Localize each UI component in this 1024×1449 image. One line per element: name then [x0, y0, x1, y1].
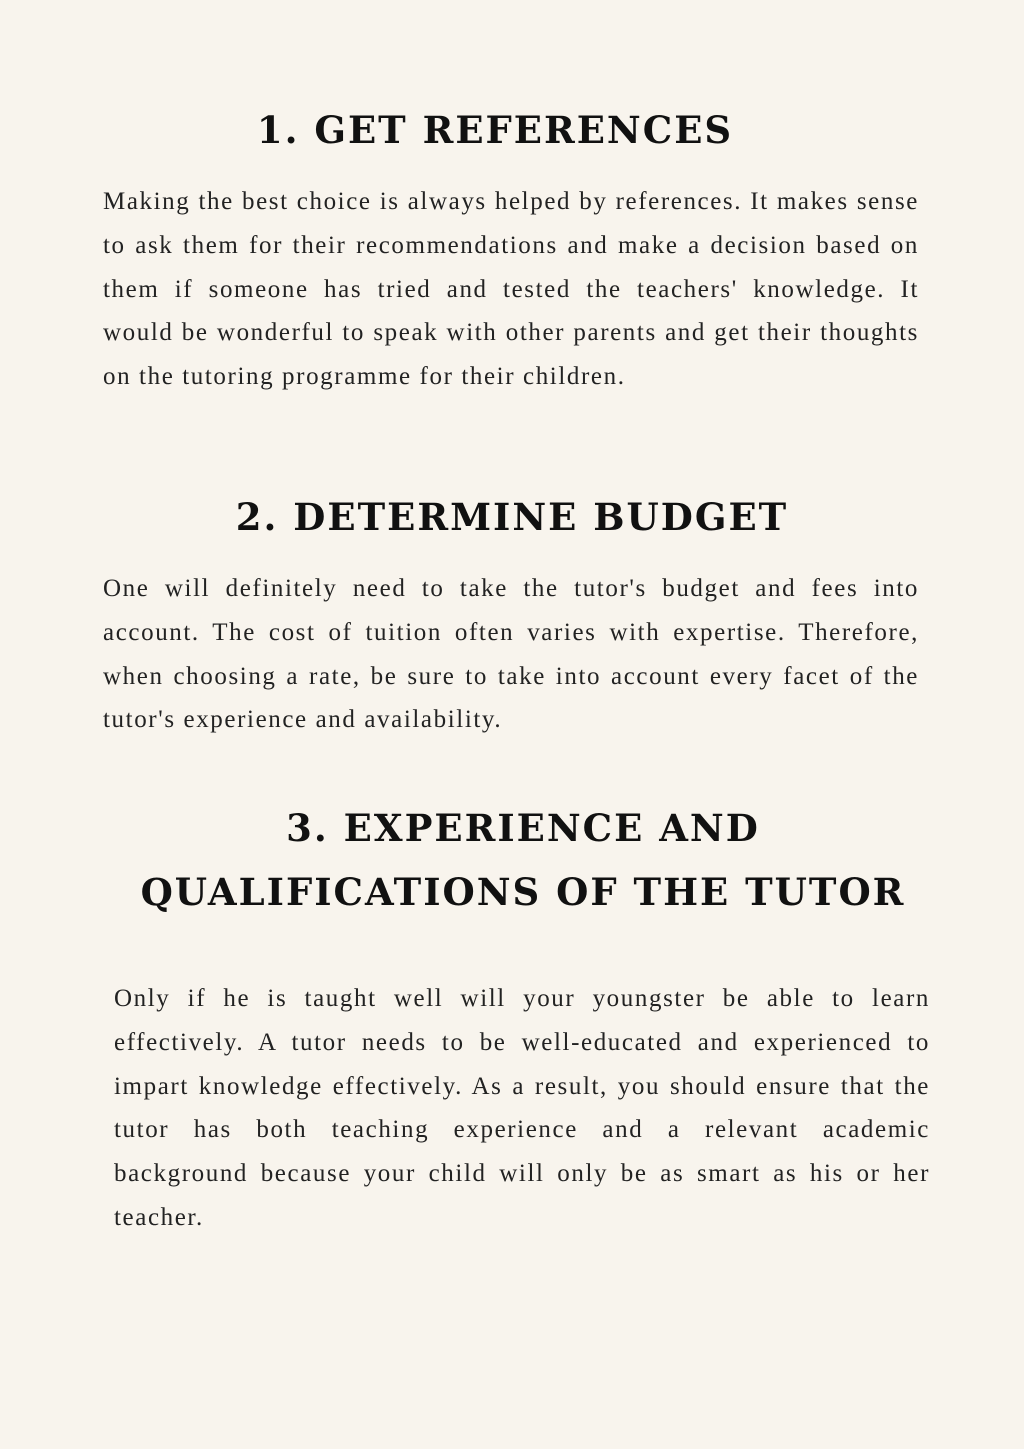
section-body-experience: Only if he is taught well will your youngster be able to learn effectively. A tutor needs to be well-educated and experienced to impart knowledge effectively. As a result, you should ensure that the tutor has both teaching experience and a relevant academic background because your child will only be as smart as his or her teacher. — [114, 985, 930, 1231]
section-body-get-references: Making the best choice is always helped by references. It makes sense to ask them for their recommendations and make a decision based on them if someone has tried and tested the teachers' knowledge. It would be wonderful to speak with other parents and get their thoughts on the tutoring programme for their children. — [103, 188, 919, 391]
section-body-determine-budget: One will definitely need to take the tutor's budget and fees into account. The cost of tuition often varies with expertise. Therefore, when choosing a rate, be sure to take into account every facet of the tutor's experience and availability. — [103, 575, 919, 734]
section-heading-determine-budget: 2. DETERMINE BUDGET — [235, 495, 789, 539]
section-heading-experience-line2: QUALIFICATIONS OF THE TUTOR — [140, 870, 906, 914]
section-heading-get-references: 1. GET REFERENCES — [256, 108, 734, 152]
section-heading-experience-line1: 3. EXPERIENCE AND — [286, 806, 760, 850]
